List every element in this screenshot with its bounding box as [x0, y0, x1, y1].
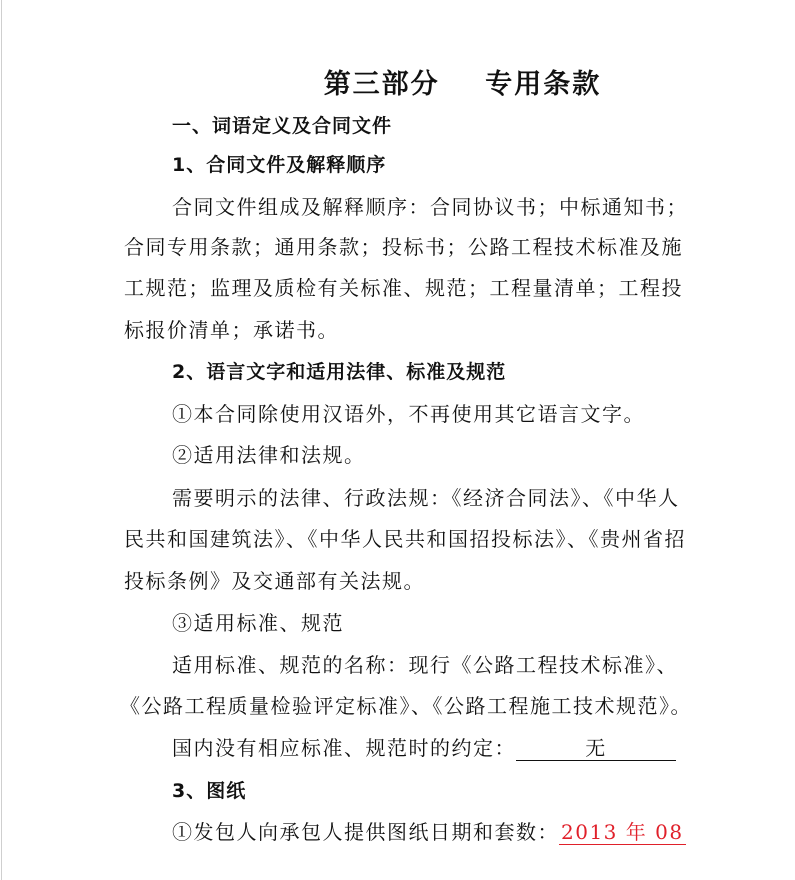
paragraph-line: 需要明示的法律、行政法规：《经济合同法》、《中华人: [172, 486, 680, 510]
filled-value-red: 2013 年 08: [561, 820, 684, 844]
paragraph-line: 投标条例》及交通部有关法规。: [124, 569, 425, 593]
page-edge-divider: [1, 0, 2, 880]
paragraph-line: [172, 734, 680, 762]
list-item: [172, 818, 684, 846]
page-title: 第三部分 专用条款: [323, 69, 602, 100]
list-item: ①本合同除使用汉语外，不再使用其它语言文字。: [172, 402, 645, 426]
field-label: 国内没有相应标准、规范时的约定：: [172, 736, 516, 760]
paragraph-line: 标报价清单；承诺书。: [124, 318, 339, 342]
list-item: ③适用标准、规范: [172, 611, 344, 635]
list-item: ②适用法律和法规。: [172, 443, 366, 467]
field-label: ①发包人向承包人提供图纸日期和套数：: [172, 820, 559, 844]
paragraph-line: 适用标准、规范的名称：现行《公路工程技术标准》、: [172, 653, 678, 677]
subheading-contract-documents: 1、合同文件及解释顺序: [172, 154, 387, 176]
filled-value: 无: [516, 736, 676, 761]
paragraph-line: 《公路工程质量检验评定标准》、《公路工程施工技术规范》。: [120, 694, 692, 718]
paragraph-line: 合同专用条款；通用条款；投标书；公路工程技术标准及施: [124, 235, 683, 259]
section-heading-definitions: 一、词语定义及合同文件: [172, 115, 393, 137]
paragraph-line: 工规范；监理及质检有关标准、规范；工程量清单；工程投: [124, 276, 683, 300]
paragraph-line: 合同文件组成及解释顺序：合同协议书；中标通知书；: [172, 195, 688, 219]
paragraph-line: 民共和国建筑法》、《中华人民共和国招投标法》、《贵州省招: [124, 527, 686, 551]
subheading-language-law: 2、语言文字和适用法律、标准及规范: [172, 361, 507, 383]
subheading-drawings: 3、图纸: [172, 780, 247, 802]
